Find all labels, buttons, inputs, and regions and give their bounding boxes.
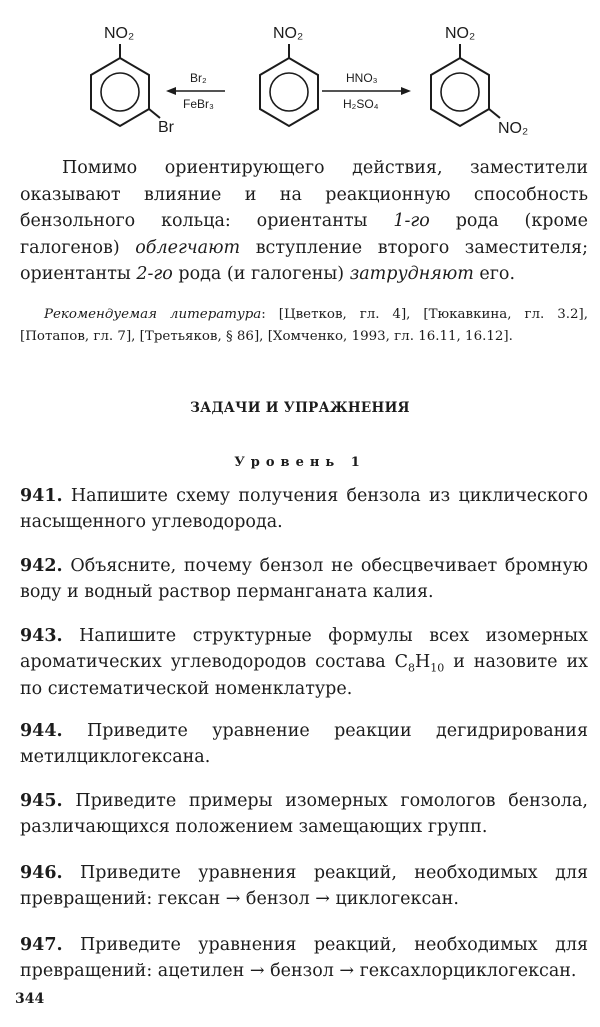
left-meta-group: Br (158, 119, 174, 136)
right-meta-group: NO₂ (498, 120, 529, 137)
task-941: 941. Напишите схему получения бензола из циклического насыщенного углеводорода. (20, 486, 588, 533)
left-arrow (166, 87, 225, 95)
center-benzene-ring (260, 44, 318, 126)
task-943: 943. Напишите структурные формулы всех изомерных ароматических углеводородов состава $C_8H_{10}$ и назовите их по систематической номенклатуре. (20, 626, 588, 699)
recommended-literature (20, 304, 588, 349)
task-946: 946. Приведите уравнения реакций, необходимых для превращений: гексан → бензол → циклогексан. (20, 863, 588, 910)
right-reagent-bottom: H₂SO₄ (343, 97, 379, 111)
center-top-group: NO₂ (273, 25, 304, 42)
reaction-scheme-drawing (0, 0, 600, 150)
page-number: 344 (15, 991, 45, 1007)
task-945: 945. Приведите примеры изомерных гомологов бензола, различающихся положением замещающих групп. (20, 791, 588, 838)
level-title: Уровень 1 (234, 455, 366, 470)
substituent-effect-paragraph: Помимо ориентирующего действия, заместители оказывают влияние и на реакционную способность бензольного кольца: ориентанты 1-го рода (кроме галогенов) облегчают вступление второго заместителя; ориентанты 2-го рода (и галогены) затрудняют его. (20, 158, 589, 285)
right-arrow (322, 87, 411, 95)
left-top-group: NO₂ (104, 25, 135, 42)
left-reagent-bottom: FeBr₃ (183, 97, 214, 111)
left-benzene-ring (91, 44, 160, 126)
task-944: 944. Приведите уравнение реакции дегидрирования метилциклогексана. (20, 721, 588, 768)
literature-text: : [Цветков, гл. 4], [Тюкавкина, гл. 3.2], [Потапов, гл. 7], [Третьяков, § 86], [Хомченко, 1993, гл. 16.11, 16.12]. (20, 307, 588, 345)
right-benzene-ring (431, 44, 500, 126)
literature-label: Рекомендуемая литература (44, 307, 262, 322)
task-947: 947. Приведите уравнения реакций, необходимых для превращений: ацетилен → бензол → гексахлорциклогексан. (20, 935, 588, 982)
section-title: ЗАДАЧИ И УПРАЖНЕНИЯ (190, 400, 410, 416)
task-942: 942. Объясните, почему бензол не обесцвечивает бромную воду и водный раствор перманганата калия. (20, 556, 588, 603)
right-top-group: NO₂ (445, 25, 476, 42)
right-reagent-top: HNO₃ (346, 71, 378, 85)
reaction-scheme (0, 0, 600, 150)
left-reagent-top: Br₂ (190, 71, 207, 85)
